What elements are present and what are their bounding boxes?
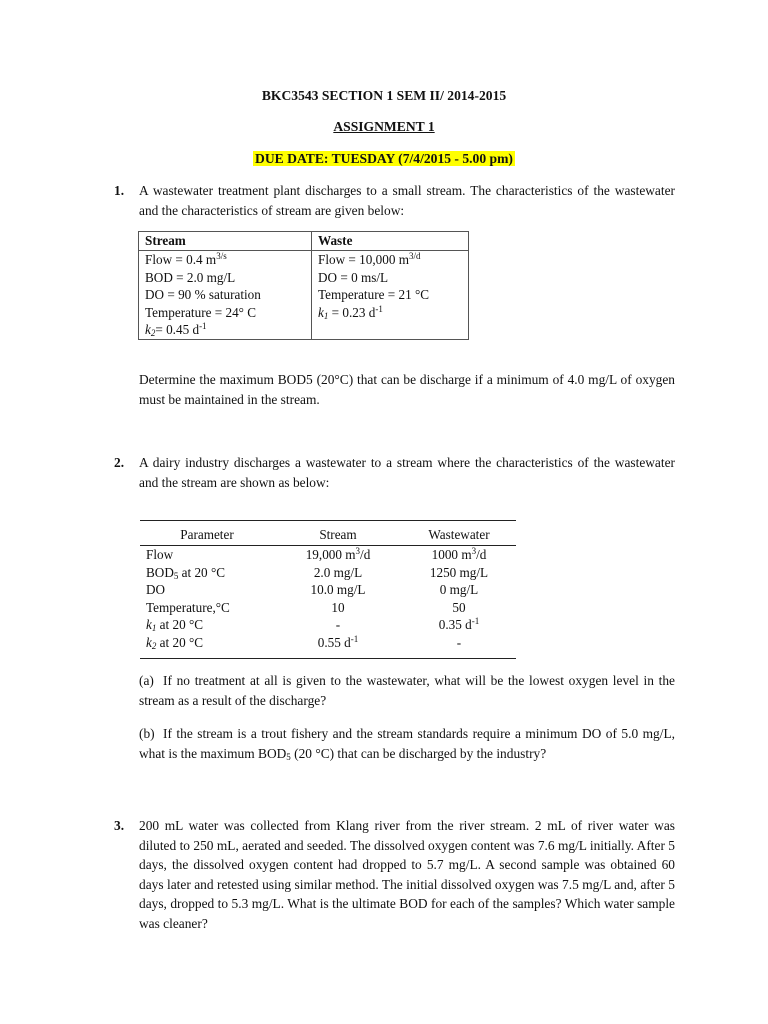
assignment-title: ASSIGNMENT 1 (333, 119, 435, 134)
q2-table-header-row (140, 521, 516, 546)
q2-waste-bod: 1250 mg/L (429, 564, 489, 580)
q1-table-header-row (139, 232, 469, 251)
q1-stream-flow: Flow = 0.4 $m^{3/s}$ (145, 251, 227, 267)
q2-row-temperature (140, 599, 516, 617)
due-date-highlight: DUE DATE: TUESDAY (7/4/2015 - 5.00 pm) (255, 151, 513, 166)
q1-table-body-row (139, 251, 469, 340)
q1-stream-cell (139, 251, 312, 340)
q2-param-k2: $k_2$ at 20 °C (140, 634, 274, 658)
q1-waste-cell (312, 251, 469, 340)
q2-header-wastewater: Wastewater (402, 521, 516, 546)
q2-param-bod: $BOD_5$ at 20 °C (146, 564, 226, 581)
q2-row-k2 (140, 634, 516, 658)
q2-stream-do: 10.0 mg/L (310, 582, 366, 598)
q2-stream-k1: - (335, 617, 341, 633)
q2-param-flow: Flow (146, 547, 174, 562)
q2-stream-temperature: 10 (331, 599, 345, 615)
q2-part-a-text: If no treatment at all is given to the wastewater, what will be the lowest oxygen level in the stream as a result of the discharge? (139, 673, 675, 708)
q2-part-a-label: (a) (139, 673, 154, 688)
q1-header-stream: Stream (139, 232, 312, 251)
q1-header-waste: Waste (312, 232, 469, 251)
q1-waste-flow: Flow = 10,000 $m^{3/d}$ (318, 251, 421, 267)
q2-part-b-label: (b) (139, 726, 155, 741)
q2-parameter-table (140, 520, 516, 659)
q2-part-b-text: If the stream is a trout fishery and the stream standards require a minimum DO of 5.0 mg/L, what is the maximum $BOD_5$ (20 °C) that can be discharged by the industry? (139, 726, 675, 762)
q2-waste-k1: 0.35 $d^{-1}$ (438, 616, 480, 633)
q2-waste-temperature: 50 (452, 599, 466, 615)
q2-row-bod (140, 564, 516, 582)
question-3-number: 3. (114, 818, 125, 833)
q2-part-a (139, 671, 675, 710)
q1-waste-temperature: Temperature = 21 °C (318, 287, 430, 303)
q2-param-k1: $k_1$ at 20 °C (146, 617, 204, 634)
q2-param-temperature: Temperature,°C (146, 599, 230, 615)
question-1-intro: A wastewater treatment plant discharges to a small stream. The characteristics of the wastewater and the characteristics of stream are given below: (139, 183, 675, 218)
q2-row-flow (140, 546, 516, 564)
course-header: BKC3543 SECTION 1 SEM II/ 2014-2015 (261, 88, 507, 103)
q1-stream-bod: BOD = 2.0 mg/L (145, 269, 236, 285)
q2-waste-do: 0 mg/L (439, 582, 479, 598)
q2-row-do (140, 581, 516, 599)
question-1-number: 1. (114, 183, 125, 198)
q2-stream-flow: 19,000 $m^3/d$ (305, 546, 371, 562)
q1-stream-k2: $k_2= 0.45$ $d^{-1}$ (145, 321, 207, 339)
q2-header-parameter: Parameter (140, 521, 274, 546)
q2-part-b (139, 724, 675, 763)
question-3-text: 200 mL water was collected from Klang river from the river stream. 2 mL of river water was diluted to 250 mL, aerated and seeded. The dissolved oxygen content was 7.6 mg/L initially. After 5 days, the dissolved oxygen content had dropped to 5.7 mg/L. A second sample was obtained 60 days later and retested using similar method. The initial dissolved oxygen was 7.5 mg/L and, after 5 days, dropped to 5.3 mg/L. What is the ultimate BOD for each of the samples? Which water sample was cleaner? (139, 818, 675, 931)
q2-stream-bod: 2.0 mg/L (313, 564, 363, 580)
q2-header-stream: Stream (274, 521, 402, 546)
q1-waste-do: DO = 0 ms/L (318, 269, 389, 285)
q1-stream-temperature: Temperature = 24° C (145, 304, 257, 320)
q1-characteristics-table (138, 231, 469, 340)
q2-stream-k2: 0.55 $d^{-1}$ (274, 634, 402, 658)
q1-waste-k1: $k_1 = 0.23$ $d^{-1}$ (318, 303, 383, 321)
q2-param-do: DO (146, 582, 166, 598)
q2-row-k1 (140, 616, 516, 634)
question-2-intro: A dairy industry discharges a wastewater to a stream where the characteristics of the wastewater and the stream are shown as below: (139, 455, 675, 490)
q1-stream-do: DO = 90 % saturation (145, 287, 261, 303)
due-date-line (0, 149, 768, 169)
question-1-task: Determine the maximum BOD5 (20°C) that can be discharge if a minimum of 4.0 mg/L of oxygen must be maintained in the stream. (139, 372, 675, 407)
q2-waste-flow: 1000 $m^3/d$ (431, 546, 487, 562)
question-2-number: 2. (114, 455, 125, 470)
q2-waste-k2: - (402, 634, 516, 658)
